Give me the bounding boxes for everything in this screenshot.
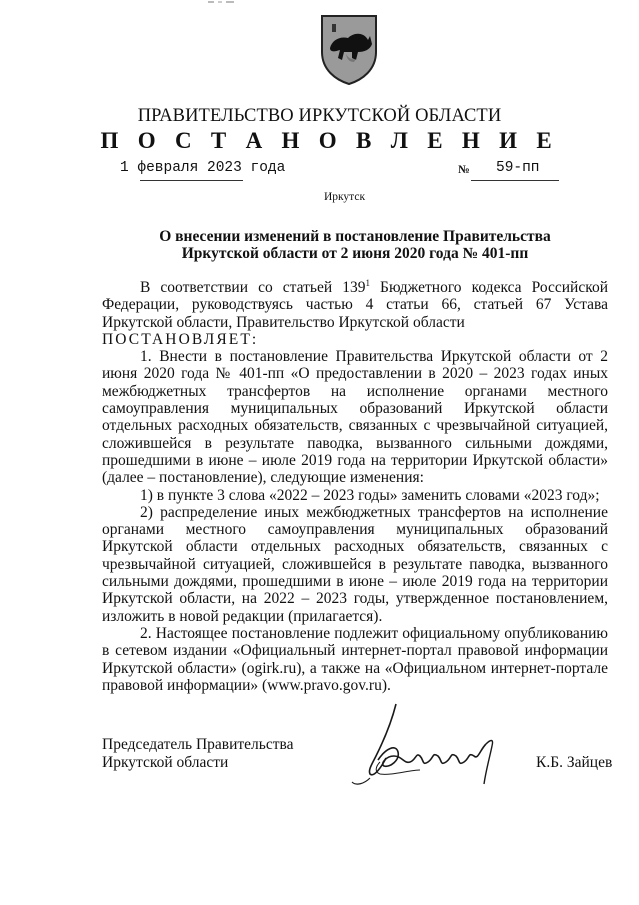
document-type: П О С Т А Н О В Л Е Н И Е — [100, 128, 559, 153]
signer-name: К.Б. Зайцев — [536, 754, 613, 771]
decrees-heading: ПОСТАНОВЛЯЕТ: — [102, 330, 259, 348]
signatory-position — [102, 736, 294, 772]
document-number: 59-пп — [496, 160, 540, 176]
intro-paragraph — [102, 279, 608, 331]
coat-of-arms-icon — [318, 14, 380, 86]
title-line-2: Иркутской области от 2 июня 2020 года № 401-пп — [181, 245, 529, 262]
intro-text-1: В соответствии со статьей 139 — [140, 279, 366, 296]
item-1: 1. Внести в постановление Правительства Иркутской области от 2 июня 2020 года № 401-пп «О предоставлении в 2020 – 2023 годах иных межбюджетных трансфертов на исполнение органами местного самоуправления муниципальных образований Иркутской области отдельных расходных обязательств, связанных с чрезвычайной ситуацией, сложившейся в результате паводка, вызванного сильными дождями, прошедшими в июне – июле 2019 года на территории Иркутской области» (далее – постановление), следующие изменения: — [102, 348, 608, 487]
position-line-2: Иркутской области — [102, 754, 229, 771]
number-sign: № — [458, 164, 470, 176]
scan-artifact — [208, 0, 248, 4]
item-1-2: 2) распределение иных межбюджетных трансфертов на исполнение органами местного самоуправления муниципальных образований Иркутской области отдельных расходных обязательств, связанных с чрезвычайной ситуацией, сложившейся в результате паводка, вызванного сильными дождями, прошедшими в июне – июле 2019 года на территории Иркутской области, на 2022 – 2023 годы, утвержденное постановлением, изложить в новой редакции (прилагается). — [102, 503, 608, 625]
date-underline — [140, 180, 243, 181]
document-body — [102, 279, 608, 694]
handwritten-signature — [340, 700, 500, 800]
position-line-1: Председатель Правительства — [102, 736, 294, 753]
intro-text-2: Бюджетного кодекса Российской Федерации, руководствуясь частью 4 статьи 66, статьей 67 Устава Иркутской области, Правительство Иркутской области — [102, 279, 609, 331]
item-1-1: 1) в пункте 3 слова «2022 – 2023 годы» заменить словами «2023 год»; — [140, 486, 600, 504]
government-name: ПРАВИТЕЛЬСТВО ИРКУТСКОЙ ОБЛАСТИ — [137, 106, 502, 126]
intro-superscript: 1 — [365, 277, 370, 288]
number-underline — [471, 180, 559, 181]
title-line-1: О внесении изменений в постановление Правительства — [159, 228, 551, 245]
item-2: 2. Настоящее постановление подлежит официальному опубликованию в сетевом издании «Официальный интернет-портал правовой информации Иркутской области» (ogirk.ru), а также на «Официальном интернет-портале правовой информации» (www.pravo.gov.ru). — [102, 624, 608, 694]
document-city: Иркутск — [323, 191, 366, 203]
document-date: 1 февраля 2023 года — [120, 160, 286, 176]
document-title — [140, 228, 570, 262]
